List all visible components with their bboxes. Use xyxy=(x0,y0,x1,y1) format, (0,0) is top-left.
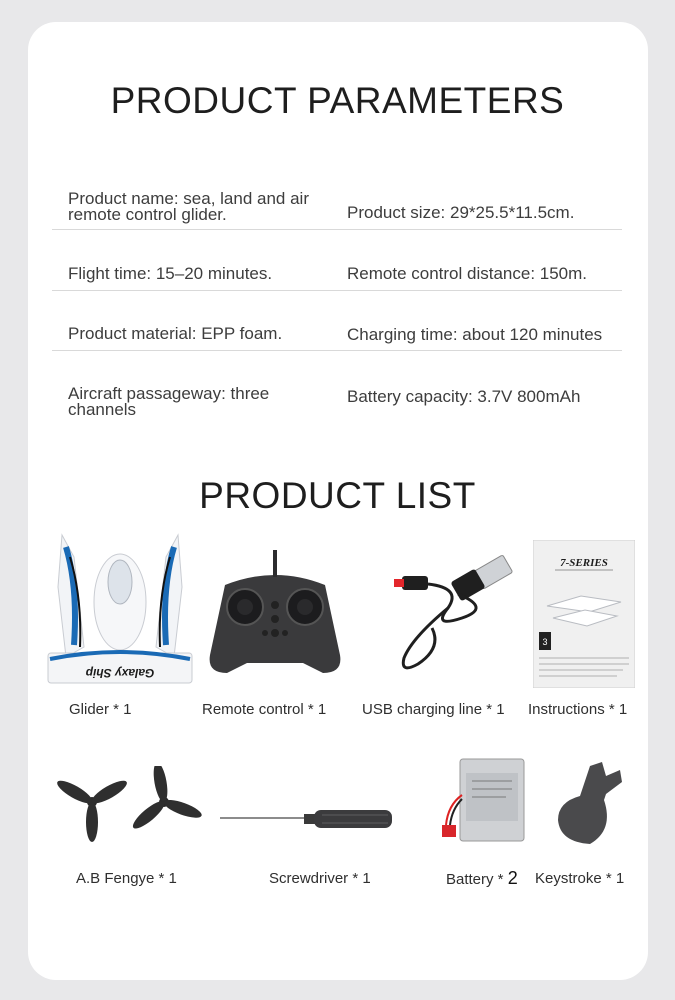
param-product-size: Product size: 29*25.5*11.5cm. xyxy=(347,203,575,222)
instructions-print-text: 7-SERIES xyxy=(560,557,608,569)
param-remote-distance: Remote control distance: 150m. xyxy=(347,264,588,283)
caption-battery xyxy=(446,868,518,889)
propellers-image xyxy=(52,766,202,846)
caption-keystroke: Keystroke * 1 xyxy=(535,870,625,887)
row-divider xyxy=(52,290,622,291)
caption-usb-cable: USB charging line * 1 xyxy=(362,701,505,718)
param-charging-time: Charging time: about 120 minutes xyxy=(347,325,603,344)
screwdriver-image xyxy=(218,806,396,834)
caption-instructions: Instructions * 1 xyxy=(528,701,628,718)
param-flight-time: Flight time: 15–20 minutes. xyxy=(68,264,273,283)
param-product-name: Product name: sea, land and air remote control glider. xyxy=(68,189,309,224)
glider-print-text: Galaxy Ship xyxy=(85,666,155,680)
remote-control-image xyxy=(205,545,345,680)
caption-battery-qty: 2 xyxy=(507,868,518,888)
instructions-image xyxy=(533,540,635,688)
svg-text:3: 3 xyxy=(542,637,548,647)
row-divider xyxy=(52,350,622,351)
param-passageway: Aircraft passageway: three channels xyxy=(68,384,270,419)
keystroke-image xyxy=(550,760,630,850)
usb-cable-image xyxy=(392,548,522,678)
caption-propellers: A.B Fengye * 1 xyxy=(76,870,177,887)
parameters-title: PRODUCT PARAMETERS xyxy=(110,80,565,121)
caption-glider: Glider * 1 xyxy=(69,701,132,718)
caption-remote-control: Remote control * 1 xyxy=(202,701,327,718)
row-divider xyxy=(52,229,622,230)
product-list-title: PRODUCT LIST xyxy=(199,475,476,516)
param-battery-capacity: Battery capacity: 3.7V 800mAh xyxy=(347,387,581,406)
glider-image xyxy=(44,527,196,689)
caption-battery-label: Battery * xyxy=(446,871,508,888)
battery-image xyxy=(440,755,530,847)
param-material: Product material: EPP foam. xyxy=(68,324,283,343)
caption-screwdriver: Screwdriver * 1 xyxy=(269,870,371,887)
